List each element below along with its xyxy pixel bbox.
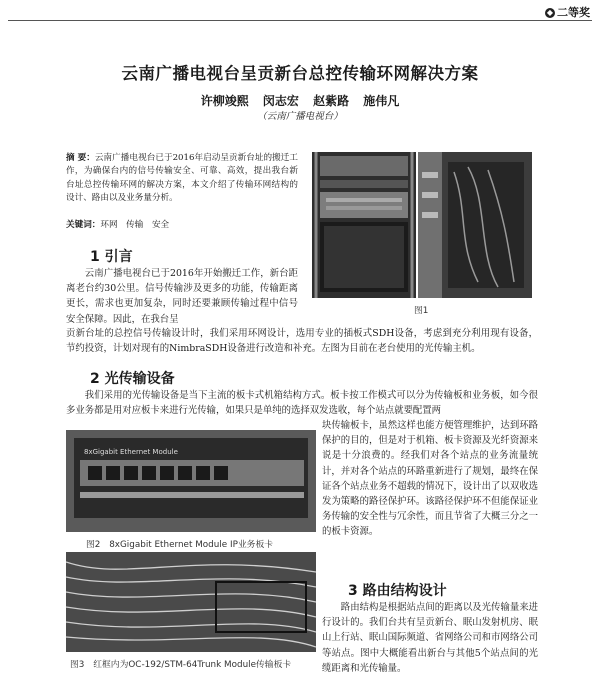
section2-paragraph-bottom: 块传输板卡，虽然这样也能方便管理维护，达到环路保护的目的，但是对于机箱、板卡资源及光纤资源来说是十分浪费的。经我们对各个站点的业务流量统计，并对各个站点的环路重新进行了规划，最终在保证各个站点业务不超载的情况下，设计出了以双收选发为策略的路径保护环。该路径保护环不但能保证业务传输的安全性与冗余性，而且节省了大概三分之一的板卡资源。 xyxy=(322,420,538,538)
figure1-caption: 图1 xyxy=(414,306,429,316)
award-icon: ◆ xyxy=(546,8,554,17)
figure1-photo-left xyxy=(312,152,416,298)
section-label: 二等奖 xyxy=(557,6,590,19)
affiliation: （云南广播电视台） xyxy=(257,111,343,122)
module-panel-label: 8xGigabit Ethernet Module xyxy=(84,448,178,456)
author: 许柳竣熙 xyxy=(200,94,249,108)
section3-heading: 3 路由结构设计 xyxy=(348,583,447,599)
cable-rack-image xyxy=(418,152,532,298)
author: 施伟凡 xyxy=(363,94,400,108)
section2-heading: 2 光传输设备 xyxy=(90,371,175,387)
section1-heading: 1 引言 xyxy=(90,249,133,265)
server-rack-image xyxy=(312,152,416,298)
abstract-label: 摘 要： xyxy=(66,153,95,163)
abstract xyxy=(66,152,298,206)
figure1-photo-right xyxy=(418,152,532,298)
section1-paragraph-top: 云南广播电视台已于2016年开始搬迁工作，新台距离老台约30公里。信号传输涉及更多的功能，传输距离更长，需求也更加复杂，同时还要兼顾传输过程中信号安全保障。因此，在我台呈 xyxy=(66,268,298,325)
author-list xyxy=(0,92,600,109)
keywords-label: 关键词： xyxy=(66,220,101,230)
author: 赵紫路 xyxy=(313,94,350,108)
keywords xyxy=(66,218,298,230)
article-title: 云南广播电视台呈贡新台总控传输环网解决方案 xyxy=(121,64,479,83)
figure2-caption: 图2 8xGigabit Ethernet Module IP业务板卡 xyxy=(86,540,274,550)
keywords-text: 环网 传输 安全 xyxy=(100,220,170,230)
abstract-text: 云南广播电视台已于2016年启动呈贡新台址的搬迁工作，为确保台内的信号传输安全、可靠、高效，提出我台新台址总控传输环网的解决方案，本文介绍了传输环网结构的设计、路由以及业务量分析。 xyxy=(66,153,298,204)
figure3-photo xyxy=(66,552,316,652)
section1-paragraph-bottom: 贡新台址的总控信号传输设计时，我们采用环网设计，选用专业的插板式SDH设备，考虑到充分利用现有设备，节约投资，计划对现有的NimbraSDH设备进行改造和补充。左图为目前在老台使用的光传输主机。 xyxy=(66,328,538,355)
author: 闵志宏 xyxy=(262,94,299,108)
ethernet-module-image xyxy=(66,430,316,532)
figure3-caption: 图3 红框内为OC-192/STM-64Trunk Module传输板卡 xyxy=(70,660,292,670)
header-rule xyxy=(8,20,592,21)
trunk-module-image xyxy=(66,552,316,652)
figure2-photo xyxy=(66,430,316,532)
section2-paragraph-top: 我们采用的光传输设备是当下主流的板卡式机箱结构方式。板卡按工作模式可以分为传输板和业务板，如今很多业务都是用对应板卡来进行光传输，如果只是单纯的选择双发选收，每个站点就要配置两 xyxy=(66,390,538,417)
section-badge xyxy=(545,4,590,20)
section3-paragraph: 路由结构是根据站点间的距离以及光传输量来进行设计的。我们台共有呈贡新台、眠山发射机房、眠山上行站、眠山国际频道、省网络公司和市网络公司等站点。图中大概能看出新台与其他5个站点间的光缆距离和光传输量。 xyxy=(322,602,538,674)
